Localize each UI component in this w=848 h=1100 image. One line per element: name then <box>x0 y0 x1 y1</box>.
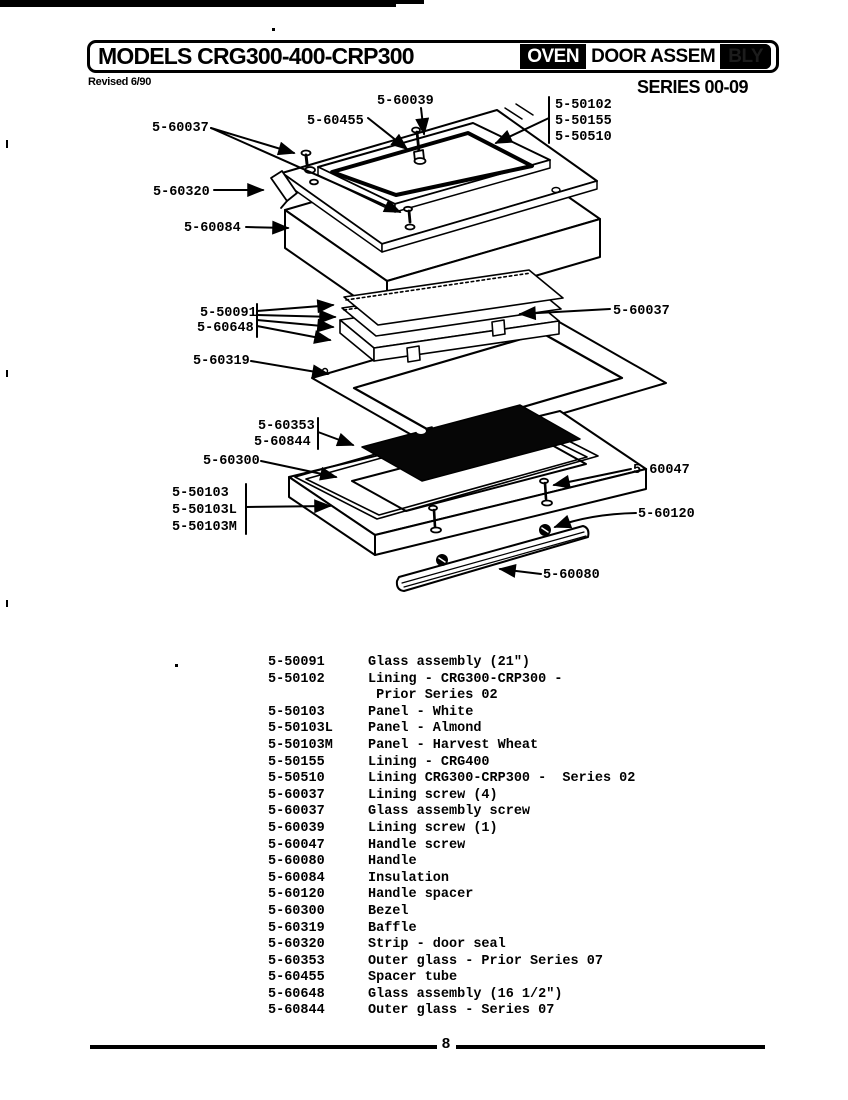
table-row <box>268 788 738 805</box>
part-number: 5-60455 <box>268 970 325 986</box>
table-row <box>268 871 738 888</box>
table-row <box>268 705 738 722</box>
part-number: 5-60120 <box>268 887 325 903</box>
table-row <box>268 1003 738 1020</box>
callout-5-60037-left: 5-60037 <box>152 121 209 136</box>
table-row <box>268 771 738 788</box>
callout-5-50103: 5-50103 <box>172 486 229 501</box>
callout-5-60319: 5-60319 <box>193 354 250 369</box>
callout-5-60648: 5-60648 <box>197 321 254 336</box>
part-description: Handle screw <box>368 837 466 853</box>
part-number: 5-60039 <box>268 820 325 836</box>
table-row <box>268 937 738 954</box>
scan-artifact <box>175 664 178 667</box>
part-description: Lining screw (1) <box>368 820 498 836</box>
part-description: Outer glass - Series 07 <box>368 1003 555 1019</box>
table-row <box>268 688 738 705</box>
part-description: Lining - CRG300-CRP300 - <box>368 671 563 687</box>
part-description: Glass assembly (16 1/2") <box>368 986 563 1002</box>
section-title-badge <box>520 44 771 69</box>
scan-artifact <box>396 0 424 4</box>
part-number: 5-50103M <box>268 737 333 753</box>
part-number: 5-60844 <box>268 1003 325 1019</box>
part-number: 5-50103 <box>268 704 325 720</box>
part-description: Handle <box>368 854 417 870</box>
revision-note: Revised 6/90 <box>88 76 152 88</box>
page-number: 8 <box>441 1036 451 1053</box>
part-number: 5-60300 <box>268 903 325 919</box>
table-row <box>268 838 738 855</box>
part-description: Spacer tube <box>368 970 458 986</box>
part-number: 5-50103L <box>268 721 333 737</box>
footer-rule <box>456 1045 765 1049</box>
parts-table <box>268 655 738 1020</box>
table-row <box>268 904 738 921</box>
part-number: 5-60353 <box>268 953 325 969</box>
table-row <box>268 655 738 672</box>
part-number: 5-50102 <box>268 671 325 687</box>
part-number: 5-60319 <box>268 920 325 936</box>
part-number: 5-60037 <box>268 787 325 803</box>
exploded-parts-diagram <box>0 88 848 608</box>
callout-5-50091: 5-50091 <box>200 306 257 321</box>
part-number <box>268 688 368 705</box>
callout-5-60353: 5-60353 <box>258 419 315 434</box>
part-description: Glass assembly screw <box>368 804 531 820</box>
part-number: 5-60080 <box>268 854 325 870</box>
scan-artifact <box>272 28 275 31</box>
callout-5-50510: 5-50510 <box>555 130 612 145</box>
callout-5-50155: 5-50155 <box>555 114 612 129</box>
part-description: Panel - White <box>368 704 474 720</box>
part-number: 5-60648 <box>268 986 325 1002</box>
footer-rule <box>90 1045 437 1049</box>
header-box <box>87 40 779 73</box>
table-row <box>268 887 738 904</box>
section-title-tail: BLY <box>720 44 771 69</box>
callout-5-60037-right: 5-60037 <box>613 304 670 319</box>
table-row <box>268 854 738 871</box>
part-description: Prior Series 02 <box>368 688 498 704</box>
table-row <box>268 954 738 971</box>
table-row <box>268 804 738 821</box>
callout-5-60300: 5-60300 <box>203 454 260 469</box>
part-number: 5-50155 <box>268 754 325 770</box>
part-number: 5-60320 <box>268 937 325 953</box>
series-label: SERIES 00-09 <box>637 77 749 97</box>
table-row <box>268 672 738 689</box>
part-description: Baffle <box>368 920 417 936</box>
callout-5-60455: 5-60455 <box>307 114 364 129</box>
table-row <box>268 755 738 772</box>
part-description: Handle spacer <box>368 887 474 903</box>
part-number: 5-50091 <box>268 655 325 670</box>
part-description: Insulation <box>368 870 450 886</box>
callout-5-60120: 5-60120 <box>638 507 695 522</box>
callout-5-60844: 5-60844 <box>254 435 311 450</box>
part-description: Panel - Almond <box>368 721 482 737</box>
section-title-door-assem: DOOR ASSEM <box>586 44 720 69</box>
part-number: 5-60084 <box>268 870 325 886</box>
page-title: MODELS CRG300-400-CRP300 <box>98 43 414 69</box>
callout-5-50103L: 5-50103L <box>172 503 237 518</box>
scan-artifact-topbar <box>0 0 396 7</box>
part-description: Lining screw (4) <box>368 787 498 803</box>
callout-5-60080: 5-60080 <box>543 568 600 583</box>
part-description: Glass assembly (21") <box>368 655 531 670</box>
part-description: Lining - CRG400 <box>368 754 490 770</box>
table-row <box>268 970 738 987</box>
callout-5-60039: 5-60039 <box>377 94 434 109</box>
callout-5-50102: 5-50102 <box>555 98 612 113</box>
part-number: 5-60047 <box>268 837 325 853</box>
part-number: 5-50510 <box>268 771 325 787</box>
table-row <box>268 821 738 838</box>
section-title-oven: OVEN <box>520 44 586 69</box>
callout-5-60320: 5-60320 <box>153 185 210 200</box>
part-description: Panel - Harvest Wheat <box>368 737 539 753</box>
part-description: Bezel <box>368 903 409 919</box>
table-row <box>268 987 738 1004</box>
part-description: Strip - door seal <box>368 937 506 953</box>
part-description: Outer glass - Prior Series 07 <box>368 953 603 969</box>
table-row <box>268 921 738 938</box>
callout-5-50103M: 5-50103M <box>172 520 237 535</box>
callout-5-60047: 5-60047 <box>633 463 690 478</box>
table-row <box>268 738 738 755</box>
part-number: 5-60037 <box>268 804 325 820</box>
table-row <box>268 721 738 738</box>
part-description: Lining CRG300-CRP300 - Series 02 <box>368 771 636 787</box>
callout-5-60084: 5-60084 <box>184 221 241 236</box>
